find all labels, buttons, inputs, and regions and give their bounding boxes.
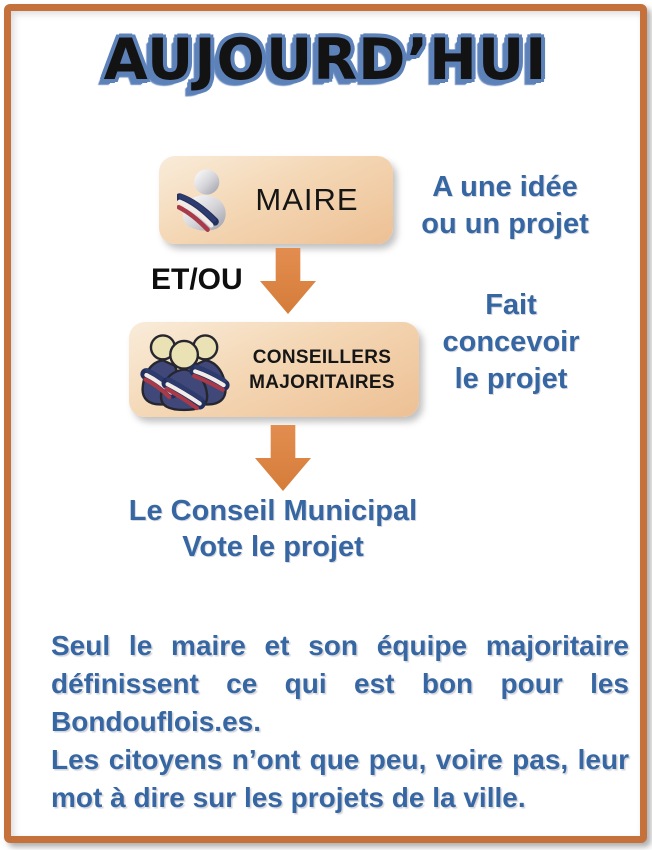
conseillers-label-line1: CONSEILLERS (252, 346, 392, 368)
mayor-person-icon (177, 167, 231, 233)
commentary-paragraph (51, 627, 629, 817)
conseillers-box (129, 322, 419, 417)
commentary-line: définissent ce qui est bon pour les (51, 668, 629, 699)
conseil-vote-line1: Le Conseil Municipal (128, 495, 418, 527)
idea-annotation (410, 169, 600, 243)
poster-border-frame (4, 4, 647, 843)
commentary-line: mot à dire sur les projets de la ville. (51, 782, 526, 813)
commentary-line: Les citoyens n’ont que peu, voire pas, leur (51, 744, 629, 775)
conseil-vote-line2: Vote le projet (182, 531, 364, 563)
maire-label: MAIRE (255, 182, 359, 217)
down-arrow-icon (255, 425, 311, 491)
idea-annotation-line1: A une idée (432, 171, 578, 203)
commentary-line: Bondouflois.es. (51, 706, 261, 737)
idea-annotation-line2: ou un projet (421, 208, 589, 240)
design-annotation (416, 287, 606, 398)
maire-box (159, 156, 393, 244)
design-annotation-line2: le projet (454, 363, 568, 395)
conseillers-label (231, 345, 419, 395)
down-arrow-icon (260, 248, 316, 314)
councillors-group-icon (139, 327, 231, 412)
commentary-line: Seul le maire et son équipe majoritaire (51, 630, 629, 661)
page-title: AUJOURD’HUI (103, 27, 548, 93)
conseil-vote-label (103, 493, 443, 565)
design-annotation-line1: Fait concevoir (442, 289, 580, 358)
conseillers-label-line2: MAJORITAIRES (249, 371, 395, 393)
et-ou-label: ET/OU (151, 263, 243, 296)
